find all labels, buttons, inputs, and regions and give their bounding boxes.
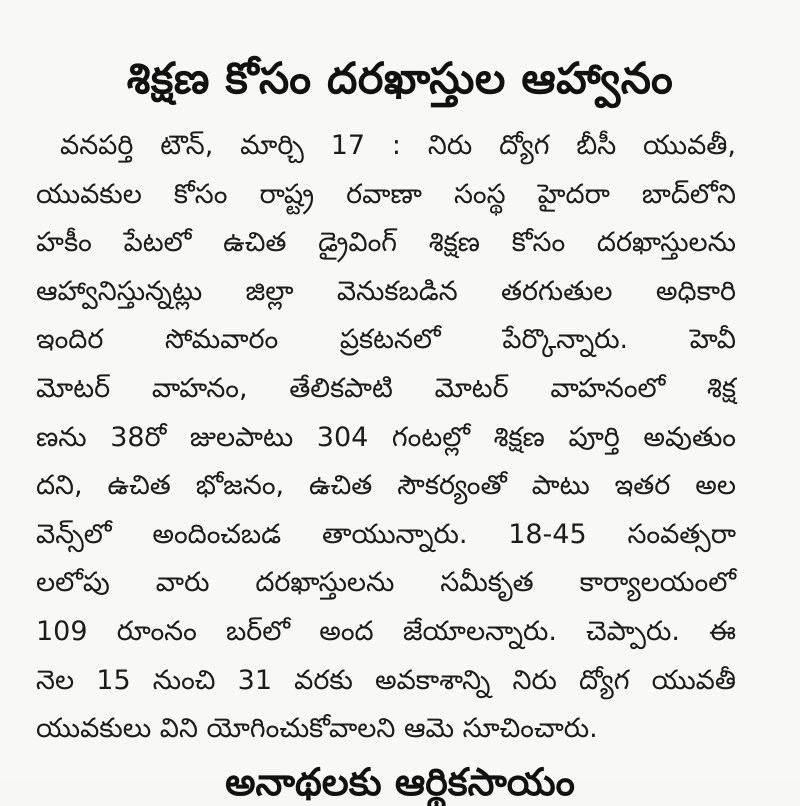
- article-line: మోటర్ వాహనం, తేలికపాటి మోటర్ వాహనంలో శిక్ష: [36, 372, 736, 404]
- article-line: ణను 38రో జులపాటు 304 గంటల్లో శిక్షణ పూర్తి అవుతుం: [36, 421, 736, 453]
- article-line: లలోపు వారు దరఖాస్తులను సమీకృత కార్యాలయంలో: [36, 567, 736, 599]
- article-line: ఆహ్వానిస్తున్నట్లు జిల్లా వెనుకబడిన తరగుతుల అధికారి: [36, 275, 736, 307]
- article-line: దని, ఉచిత భోజనం, ఉచిత సౌకర్యంతో పాటు ఇతర అల: [36, 470, 736, 502]
- article-line: యువకులు విని యోగించుకోవాలని ఆమె సూచించారు.: [36, 713, 598, 745]
- article-line: హకీం పేటలో ఉచిత డ్రైవింగ్ శిక్షణ కోసం దరఖాస్తులను: [36, 227, 736, 259]
- next-article-headline: అనాథలకు ఆర్థికసాయం: [225, 760, 575, 804]
- article-headline: శిక్షణ కోసం దరఖాస్తుల ఆహ్వానం: [126, 54, 674, 104]
- article-line: వనపర్తి టౌన్, మార్చి 17 : నిరు ద్యోగ బీసీ యువతీ,: [60, 130, 736, 161]
- article-line: వెన్స్‌లో అందించబడ తాయున్నారు. 18-45 సంవత్సరా: [36, 518, 736, 550]
- article-line: నెల 15 నుంచి 31 వరకు అవకాశాన్ని నిరు ద్యోగ యువతీ: [36, 664, 736, 696]
- article-body: [36, 122, 736, 754]
- article-line: యువకుల కోసం రాష్ట్ర రవాణా సంస్థ హైదరా బాద్‌లోని: [36, 178, 736, 210]
- article-line: ఇందిర సోమవారం ప్రకటనలో పేర్కొన్నారు. హెవీ: [36, 324, 736, 356]
- article-line: 109 రూంనం బర్‌లో అంద జేయాలన్నారు. చెప్పారు. ఈ: [36, 615, 736, 647]
